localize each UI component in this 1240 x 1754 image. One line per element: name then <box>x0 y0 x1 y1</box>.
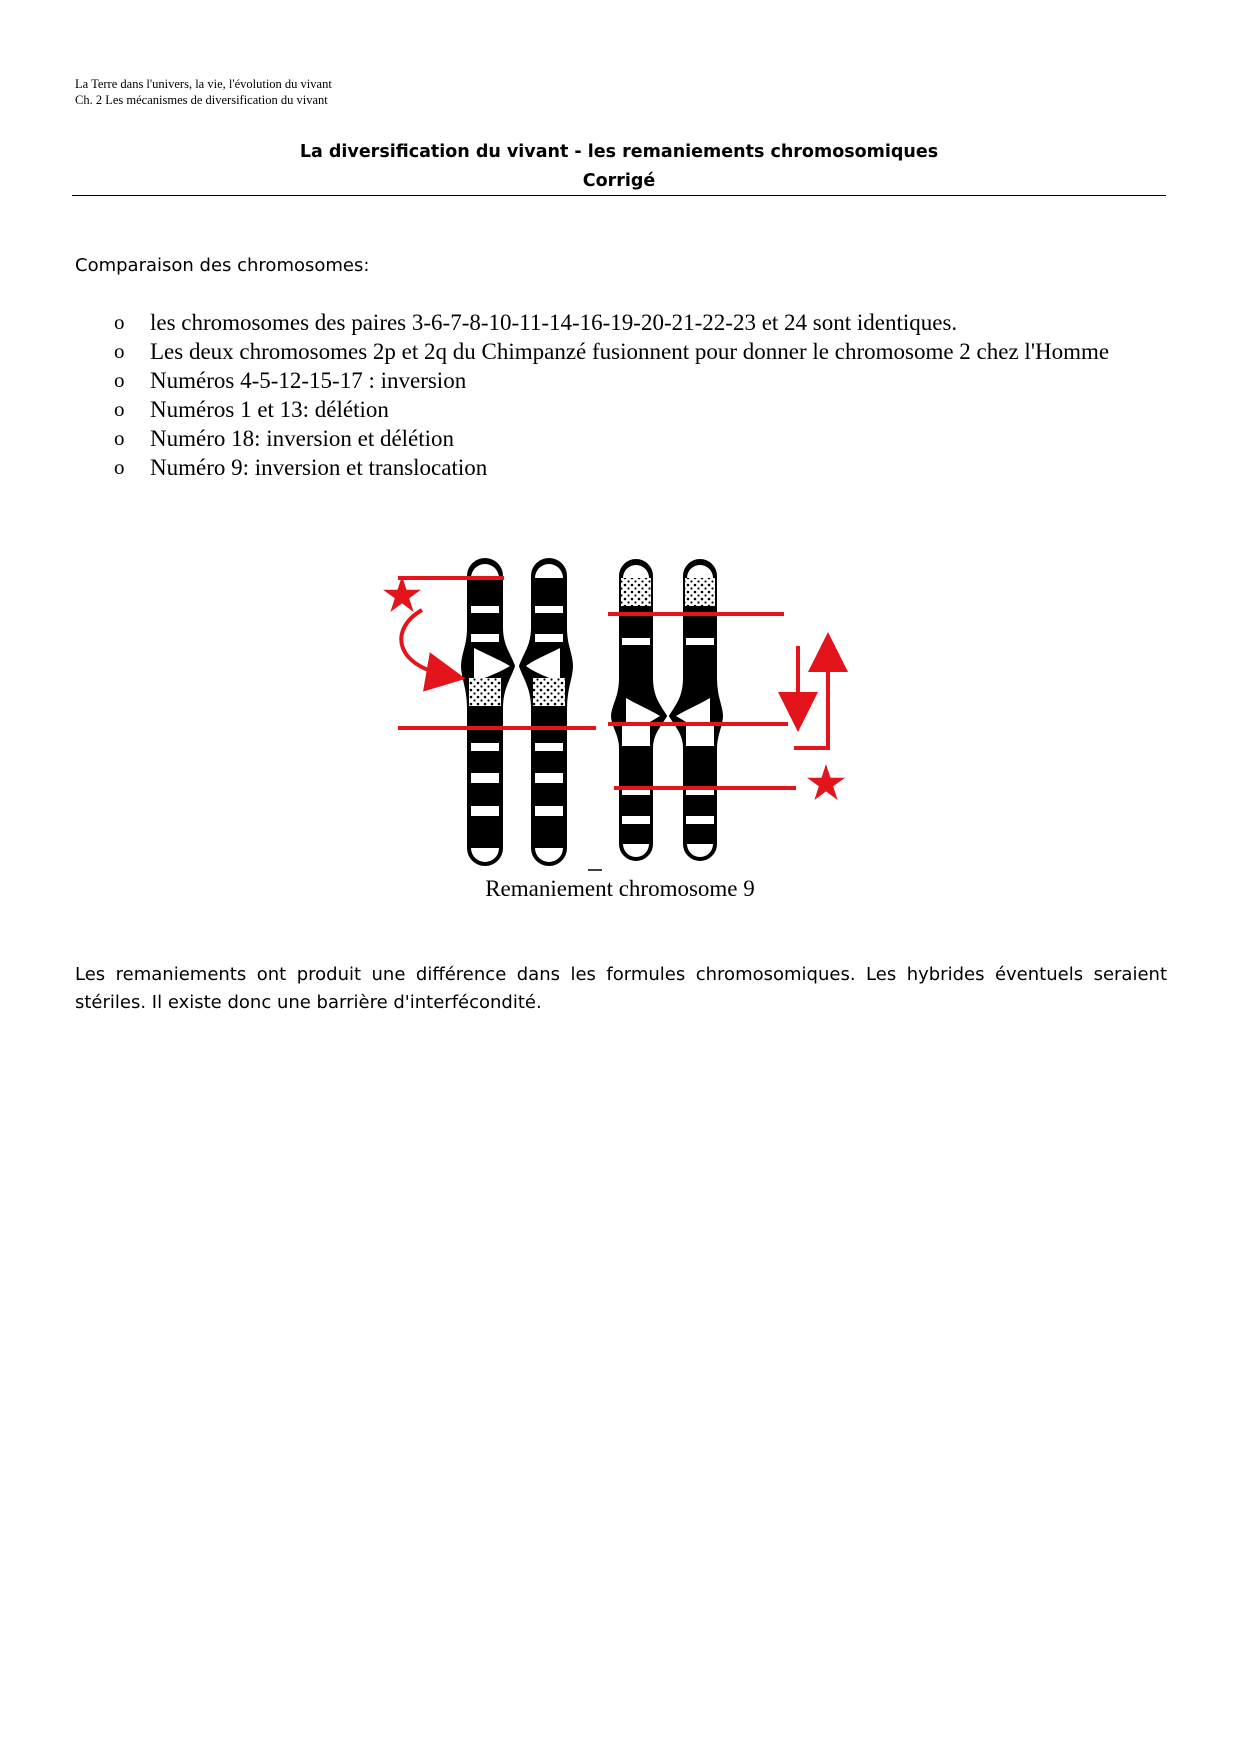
title-main: La diversification du vivant - les remaniements chromosomiques <box>299 142 939 162</box>
bullet-marker: o <box>114 455 125 479</box>
finding-text: Numéro 9: inversion et translocation <box>150 455 488 480</box>
chromosome-band <box>686 816 714 824</box>
list-item <box>112 337 1112 366</box>
heterochromatin <box>685 578 715 606</box>
list-item <box>112 453 1112 482</box>
chromosome-band <box>535 606 563 613</box>
finding-text: Numéros 1 et 13: délétion <box>150 397 389 422</box>
chromosome-9-figure <box>350 548 910 908</box>
page-title <box>72 138 1166 196</box>
document-header <box>75 76 332 108</box>
chromosome-band <box>686 638 714 645</box>
intro-text: Comparaison des chromosomes: <box>75 255 370 276</box>
chromosome-band <box>535 806 563 816</box>
chromosome-band <box>622 638 650 645</box>
figure-caption: Remaniement chromosome 9 <box>485 876 755 901</box>
chromosome-band <box>535 773 563 783</box>
star-icon <box>383 576 421 612</box>
chromosome-band <box>535 743 563 751</box>
finding-text: Numéro 18: inversion et délétion <box>150 426 455 451</box>
chromosome-band <box>622 816 650 824</box>
down-arrow-icon <box>796 648 798 716</box>
chromosome-diagram <box>350 548 910 878</box>
bullet-marker: o <box>114 339 125 363</box>
chromosome-band <box>622 724 650 746</box>
list-item <box>112 308 1112 337</box>
bullet-marker: o <box>114 397 125 421</box>
finding-text: Les deux chromosomes 2p et 2q du Chimpanzé fusionnent pour donner le chromosome 2 chez l'Homme <box>150 339 1110 364</box>
chromosome-band <box>471 606 499 613</box>
chromosome-band <box>535 634 563 642</box>
chromosome-band <box>471 773 499 783</box>
rearrangement-markers <box>398 578 828 788</box>
chromosome-band <box>686 724 714 746</box>
list-item <box>112 395 1112 424</box>
star-icon <box>807 764 845 800</box>
title-subtitle: Corrigé <box>582 171 656 191</box>
list-item <box>112 366 1112 395</box>
finding-text: les chromosomes des paires 3-6-7-8-10-11-14-16-19-20-21-22-23 et 24 sont identiques. <box>150 310 958 335</box>
chromosome-band <box>471 743 499 751</box>
bullet-marker: o <box>114 368 125 392</box>
chromosome-rearranged <box>612 560 722 860</box>
heterochromatin <box>469 678 501 706</box>
heterochromatin <box>533 678 565 706</box>
header-chapter-line: Ch. 2 Les mécanismes de diversification du vivant <box>75 93 328 107</box>
chromosome-original <box>462 559 572 865</box>
header-course-line: La Terre dans l'univers, la vie, l'évolution du vivant <box>75 77 332 91</box>
curved-arrow-icon <box>401 610 450 676</box>
chromosome-band <box>471 806 499 816</box>
bullet-marker: o <box>114 310 125 334</box>
list-item <box>112 424 1112 453</box>
findings-list <box>112 308 1112 482</box>
chromosome-band <box>471 634 499 642</box>
bullet-marker: o <box>114 426 125 450</box>
heterochromatin <box>621 578 651 606</box>
conclusion-paragraph: Les remaniements ont produit une différence dans les formules chromosomiques. Les hybrides éventuels seraient stériles. Il existe donc une barrière d'interfécondité. <box>75 964 1167 1013</box>
finding-text: Numéros 4-5-12-15-17 : inversion <box>150 368 467 393</box>
title-divider <box>72 195 1166 196</box>
chromatid-left-b <box>520 559 572 865</box>
chromatid-left-a <box>462 559 514 865</box>
